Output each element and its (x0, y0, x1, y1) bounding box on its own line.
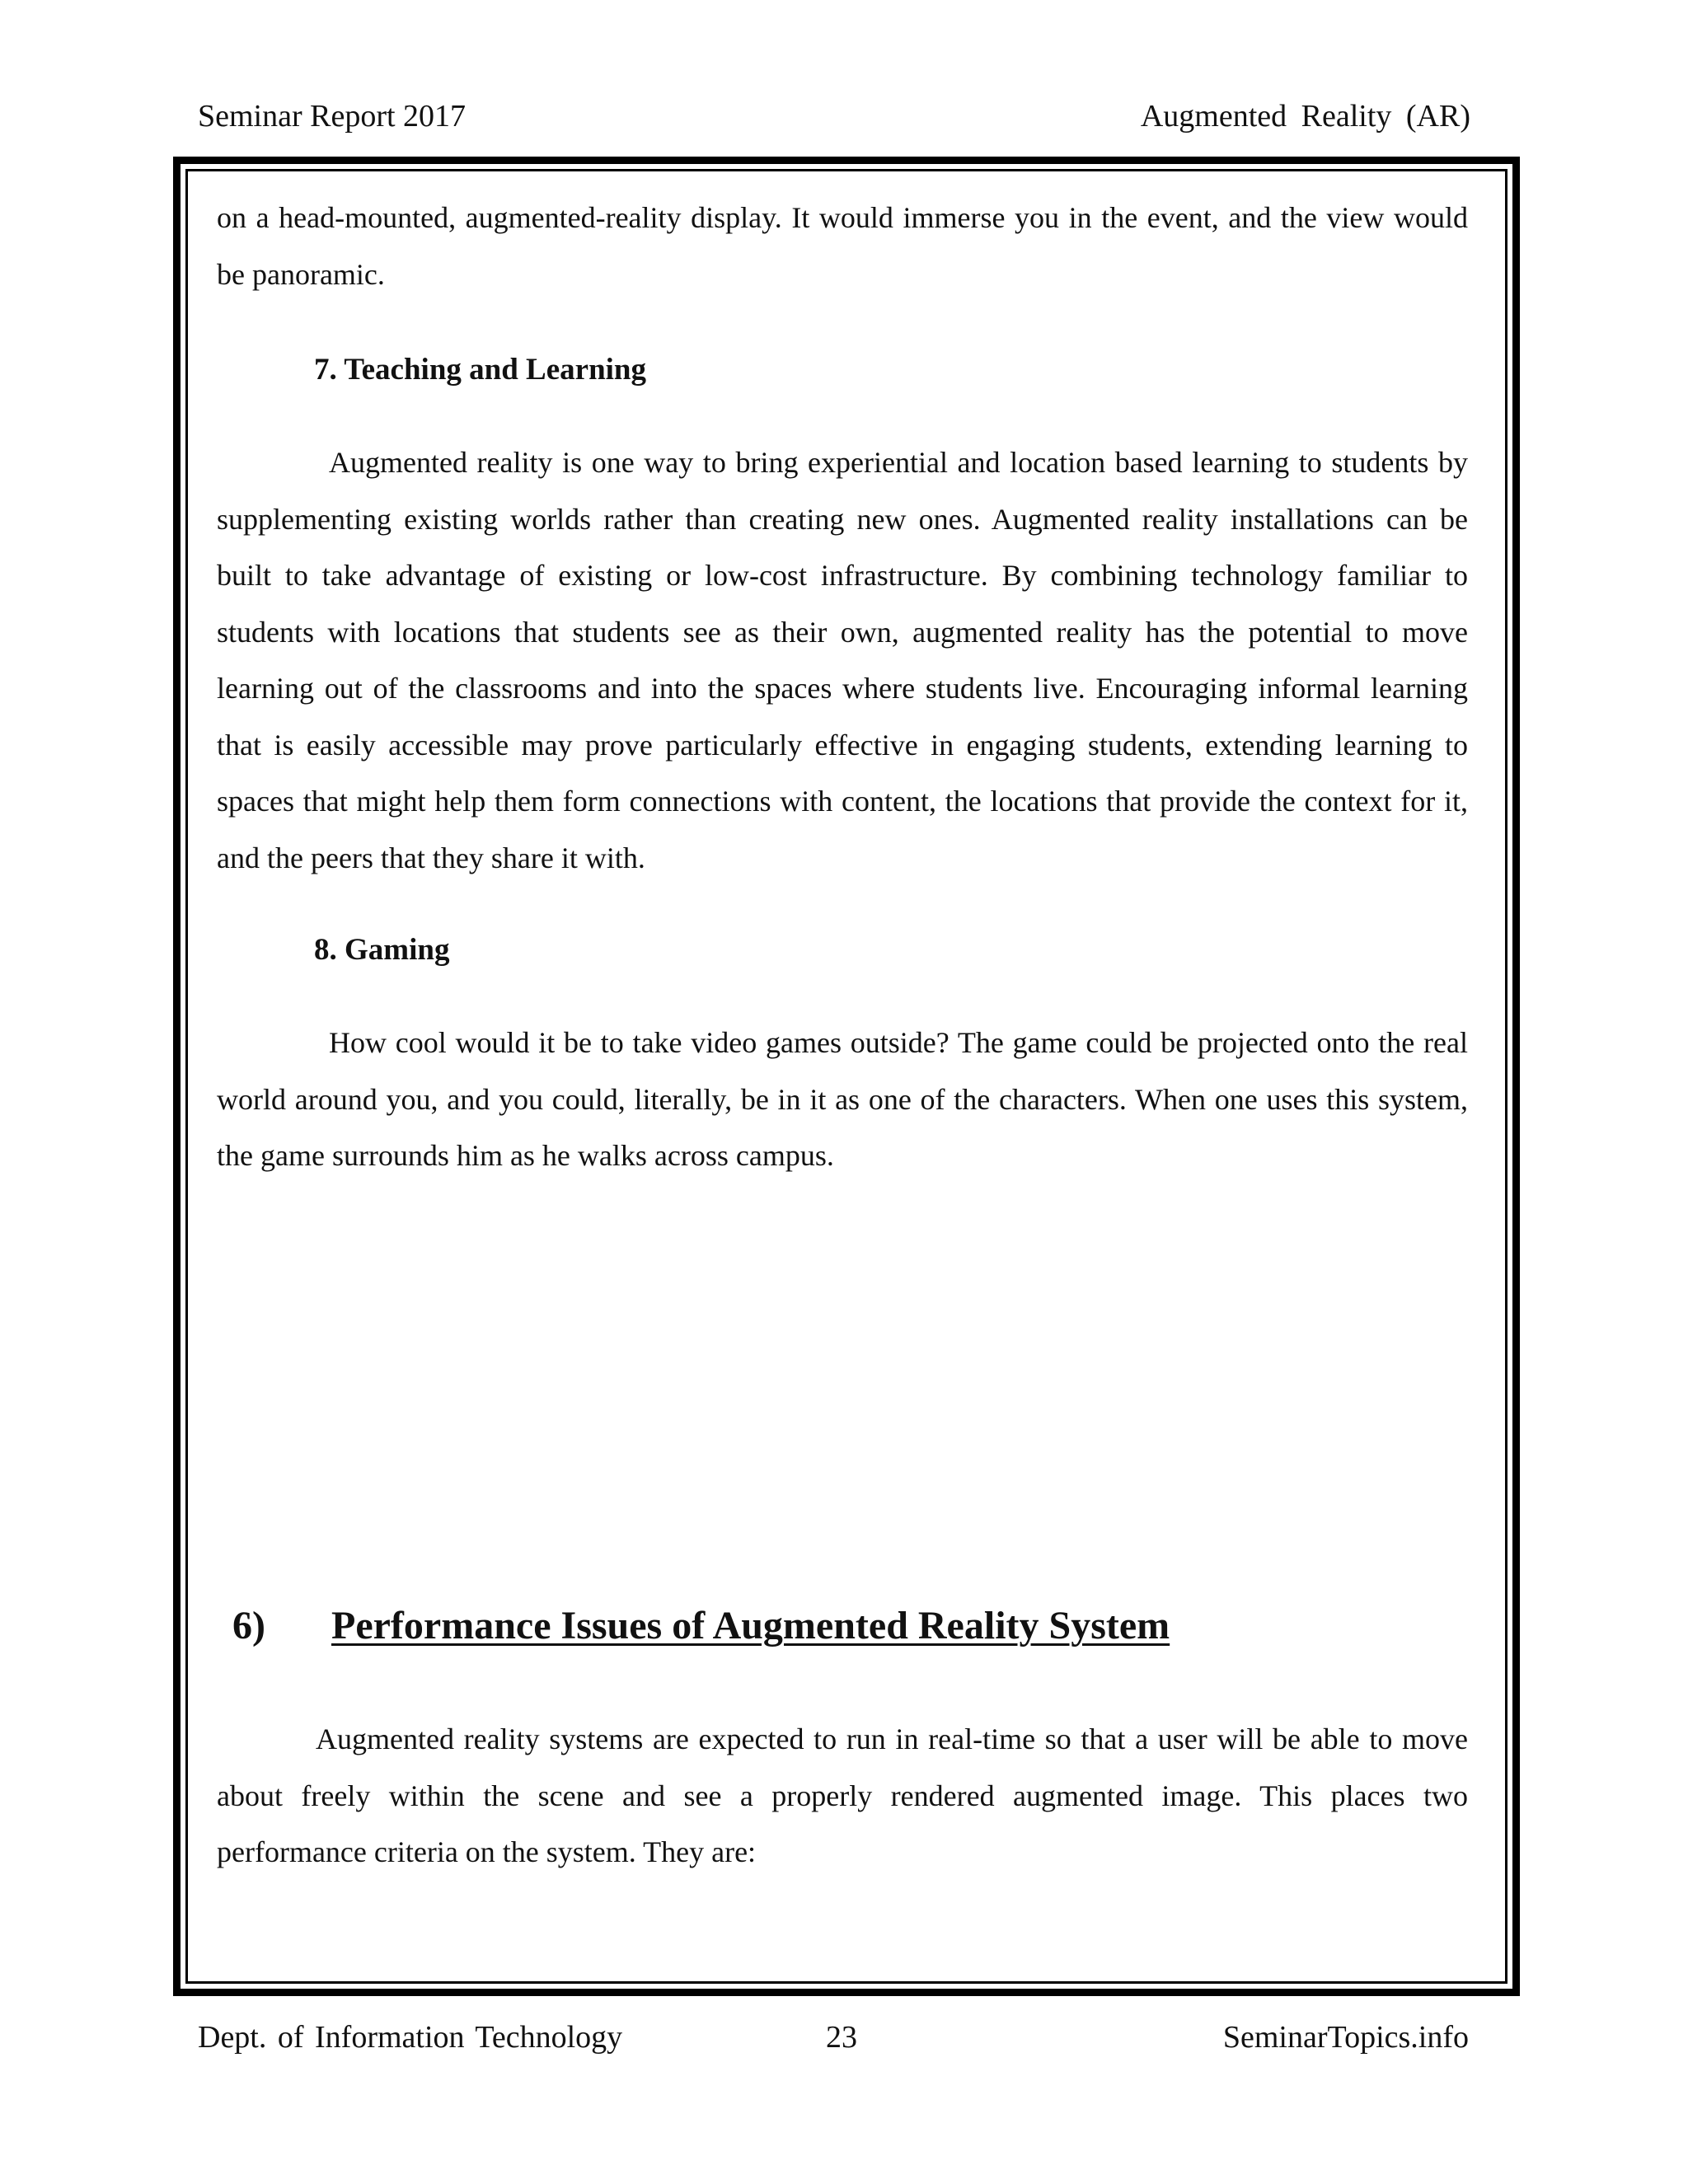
teaching-paragraph: Augmented reality is one way to bring experiential and location based learning to students by supplementing existing worlds rather than creating new ones. Augmented reality installations can be built to take advantage of existing or low-cost infrastructure. By combining technology familiar to students with locations that students see as their own, augmented reality has the potential to move learning out of the classrooms and into the spaces where students live. Encouraging informal learning that is easily accessible may prove particularly effective in engaging students, extending learning to spaces that might help them form connections with content, the locations that provide the context for it, and the peers that they share it with. (217, 446, 1468, 874)
page-content (217, 190, 1468, 1184)
section-title-text: Performance Issues of Augmented Reality System (331, 1604, 1170, 1647)
section-heading (232, 1603, 1170, 1648)
header-report-title: Seminar Report 2017 (198, 99, 467, 134)
footer-page-number: 23 (826, 2020, 857, 2055)
header-topic-title: Augmented Reality (AR) (1140, 99, 1470, 134)
section-number: 6) (232, 1604, 265, 1647)
section-content (217, 1711, 1468, 1881)
footer-website: SeminarTopics.info (1222, 2020, 1469, 2055)
gaming-heading: 8. Gaming (314, 933, 450, 967)
teaching-heading: 7. Teaching and Learning (314, 353, 647, 387)
section-paragraph: Augmented reality systems are expected to run in real-time so that a user will be able to move about freely within the scene and see a properly rendered augmented image. This places two performance criteria on the system. They are: (217, 1722, 1468, 1868)
intro-paragraph: on a head-mounted, augmented-reality display. It would immerse you in the event, and the view would be panoramic. (217, 201, 1468, 291)
gaming-paragraph: How cool would it be to take video games outside? The game could be projected onto the real world around you, and you could, literally, be in it as one of the characters. When one uses this system, the game surrounds him as he walks across campus. (217, 1026, 1468, 1172)
footer-department: Dept. of Information Technology (198, 2020, 623, 2055)
